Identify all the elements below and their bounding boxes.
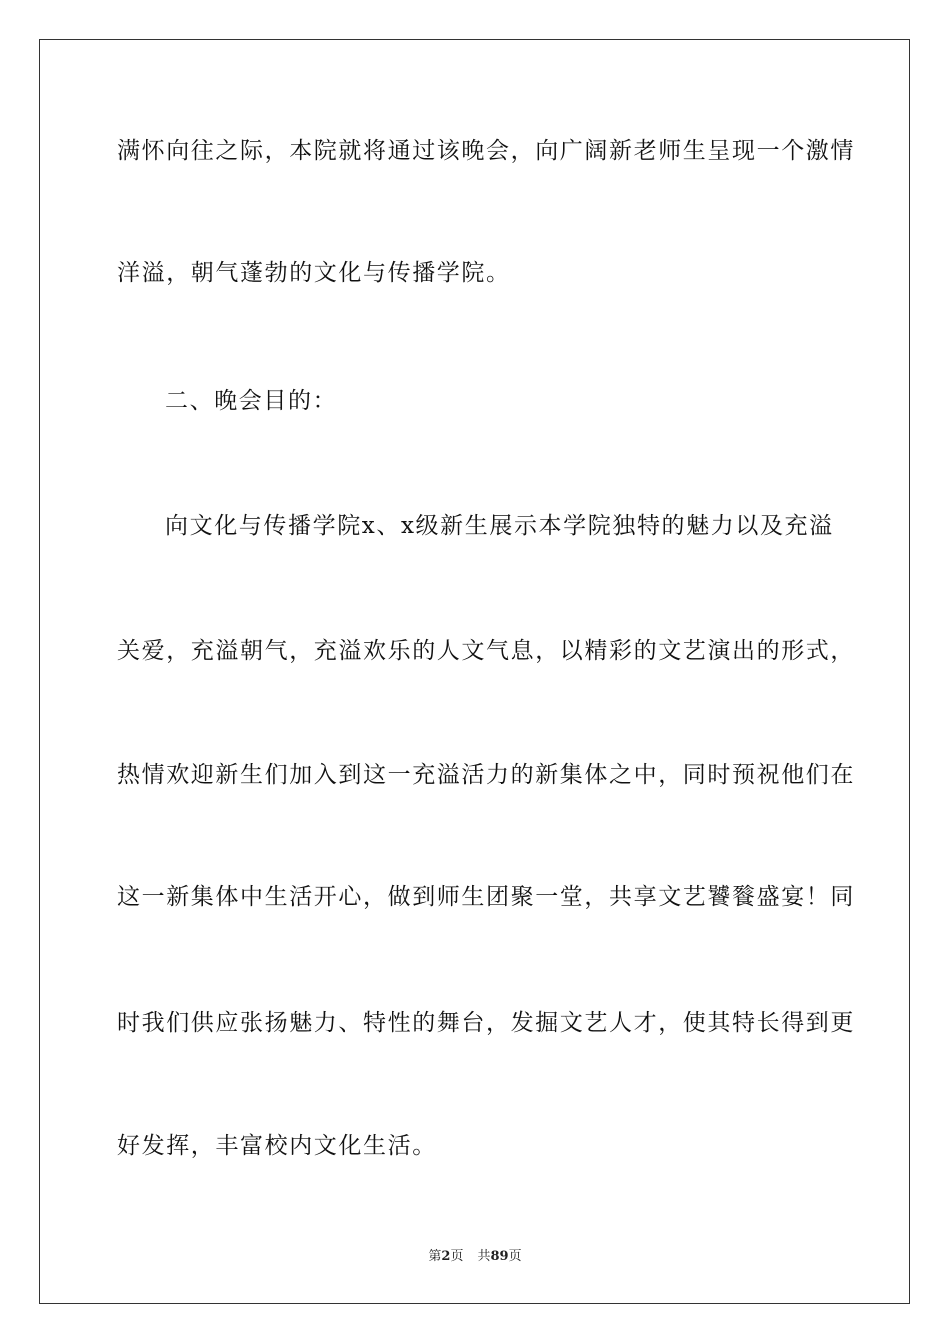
paragraph-line: 洋溢，朝气蓬勃的文化与传播学院。 bbox=[117, 260, 511, 286]
paragraph-line: 好发挥，丰富校内文化生活。 bbox=[117, 1133, 437, 1159]
page-number: 2 bbox=[441, 1249, 451, 1264]
paragraph-line: 满怀向往之际，本院就将通过该晚会，向广阔新老师生呈现一个激情 bbox=[117, 138, 855, 164]
total-suffix: 页 bbox=[508, 1249, 522, 1264]
page-border bbox=[39, 39, 910, 1304]
page-prefix: 第 bbox=[428, 1249, 442, 1264]
page-footer bbox=[0, 1248, 950, 1266]
section-heading: 二、晚会目的： bbox=[165, 388, 338, 414]
total-pages: 89 bbox=[490, 1249, 509, 1264]
total-prefix: 共 bbox=[477, 1249, 491, 1264]
paragraph-line: 时我们供应张扬魅力、特性的舞台，发掘文艺人才，使其特长得到更 bbox=[117, 1010, 855, 1036]
paragraph-line: 热情欢迎新生们加入到这一充溢活力的新集体之中，同时预祝他们在 bbox=[117, 762, 855, 788]
paragraph-line: 向文化与传播学院x、x级新生展示本学院独特的魅力以及充溢 bbox=[165, 513, 834, 539]
paragraph-line: 这一新集体中生活开心，做到师生团聚一堂，共享文艺饕餮盛宴！同 bbox=[117, 884, 855, 910]
paragraph-line: 关爱，充溢朝气，充溢欢乐的人文气息，以精彩的文艺演出的形式， bbox=[117, 638, 855, 664]
page-suffix: 页 bbox=[450, 1249, 464, 1264]
